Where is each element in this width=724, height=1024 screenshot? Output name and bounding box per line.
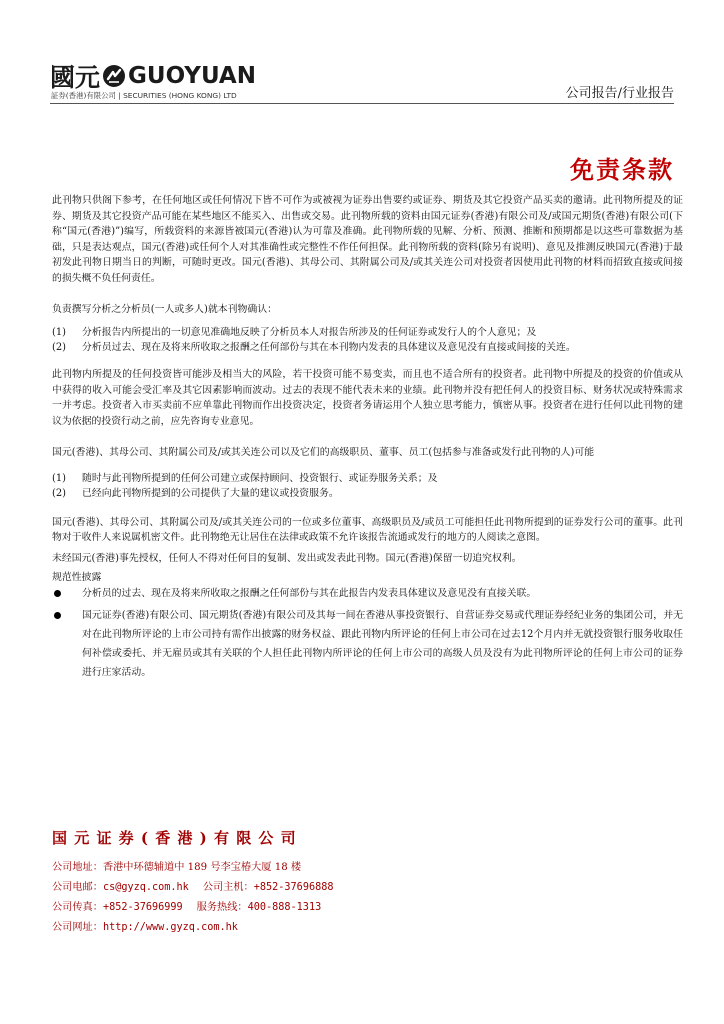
bullet-icon	[52, 606, 82, 682]
header-divider	[50, 103, 674, 104]
logo-emblem-icon	[102, 64, 126, 88]
company-logo	[50, 56, 260, 104]
rights-paragraph: 未经国元(香港)事先授权，任何人不得对任何目的复制、发出或发表此刊物。国元(香港)保留一切追究权利。	[52, 552, 522, 564]
list-item: 分析员的过去、现在及将来所收取之报酬之任何部份与其在此报告内发表具体建议及意见没有直接关联。	[52, 586, 683, 602]
disclaimer-body	[52, 193, 683, 682]
list-item: 国元证券(香港)有限公司、国元期货(香港)有限公司及其每一间在香港从事投资银行、自营证券交易或代理证券经纪业务的集团公司，并无对在此刊物所评论的上市公司持有需作出披露的财务权益、跟此刊物内所评论的任何上市公司在过去12个月内并无就投资银行服务收取任何补偿或委托、并无雇员或其有关联的个人担任此刊物内所评论的任何上市公司的高级人员及没有为此刊物所评论的任何上市公司的证券进行庄家活动。	[52, 606, 683, 682]
may-intro-paragraph: 国元(香港)、其母公司、其附属公司及/或其关连公司以及它们的高级职员、董事、员工(包括参与准备或发行此刊物的人)可能	[52, 446, 595, 458]
logo-subtitle: 証券(香港)有限公司 | SECURITIES (HONG KONG) LTD	[51, 91, 237, 100]
risk-paragraph: 此刊物内所提及的任何投资皆可能涉及相当大的风险，若干投资可能不易变卖，而且也不适合所有的投资者。此刊物中所提及的投资的价值或从中获得的收入可能会受汇率及其它因素影响而波动。过去的表现不能代表未来的业绩。此刊物并没有把任何人的投资目标、财务状况或特殊需求一并考虑。投资者入市买卖前不应单靠此刊物而作出投资决定，投资者务请运用个人独立思考能力，慎密从事。投资者在进行任何以此刊物的建议为依据的投资行动之前，应先咨询专业意见。	[52, 368, 683, 427]
footer-contact-fax: 公司传真：+852-37696999 服务热线：400-888-1313	[52, 902, 322, 913]
list-item: (1) 随时与此刊物所提到的任何公司建立或保持顾问、投资银行、或证券服务关系；及	[52, 472, 438, 484]
footer-address: 公司地址：香港中环德辅道中 189 号李宝椿大厦 18 楼	[52, 862, 302, 873]
email-link[interactable]: cs@gyzq.com.hk	[102, 882, 189, 893]
footer-website: 公司网址：http://www.gyzq.com.hk	[52, 922, 238, 933]
list-item: (2) 已经向此刊物所提到的公司提供了大量的建议或投资服务。	[52, 488, 339, 500]
list-item: (1) 分析报告内所提出的一切意见准确地反映了分析员本人对报告所涉及的任何证券或发行人的个人意见；及	[52, 326, 537, 338]
logo-chinese-text: 國元	[50, 63, 101, 92]
footer-company-name: 国 元 证 券 ( 香 港 ) 有 限 公 司	[52, 829, 297, 847]
report-type-label: 公司报告/行业报告	[565, 86, 674, 101]
website-link[interactable]: http://www.gyzq.com.hk	[102, 922, 238, 933]
bullet-icon	[52, 586, 82, 602]
analyst-confirm-paragraph: 负责撰写分析之分析员(一人或多人)就本刊物确认：	[52, 304, 277, 316]
page-title: 免责条款	[570, 155, 674, 184]
page-header	[50, 56, 674, 106]
intro-paragraph: 此刊物只供阁下参考，在任何地区或任何情况下皆不可作为或被视为证券出售要约或证券、期货及其它投资产品买卖的邀请。此刊物所提及的证券、期货及其它投资产品可能在某些地区不能买入、出售或交易。此刊物所载的资料由国元证券(香港)有限公司及/或国元期货(香港)有限公司(下称“国元(香港)”)编写，所载资料的来源皆被国元(香港)认为可靠及准确。此刊物所载的见解、分析、预测、推断和预期都是以这些可靠数据为基础，只是表达观点，国元(香港)或任何个人对其准确性或完整性不作任何担保。此刊物所载的资料(除另有说明)、意见及推测反映国元(香港)于最初发此刊物日期当日的判断，可随时更改。国元(香港)、其母公司、其附属公司及/或其关连公司对投资者因使用此刊物的材料而招致直接或间接的损失概不负任何责任。	[52, 195, 683, 284]
regulatory-title: 规范性披露	[52, 572, 102, 584]
footer-contact-email: 公司电邮：cs@gyzq.com.hk 公司主机：+852-37696888	[52, 882, 334, 893]
page-footer	[52, 827, 672, 938]
logo-english-text: GUOYUAN	[128, 63, 256, 89]
directors-paragraph: 国元(香港)、其母公司、其附属公司及/或其关连公司的一位或多位董事、高级职员及/或员工可能担任此刊物所提到的证券发行公司的董事。此刊物对于收件人来说属机密文件。此刊物绝无让居住在法律或政策不允许该报告流通或发行的地方的人阅读之意图。	[52, 516, 683, 544]
list-item: (2) 分析员过去、现在及将来所收取之报酬之任何部份与其在本刊物内发表的具体建议及意见没有直接或间接的关连。	[52, 342, 576, 354]
